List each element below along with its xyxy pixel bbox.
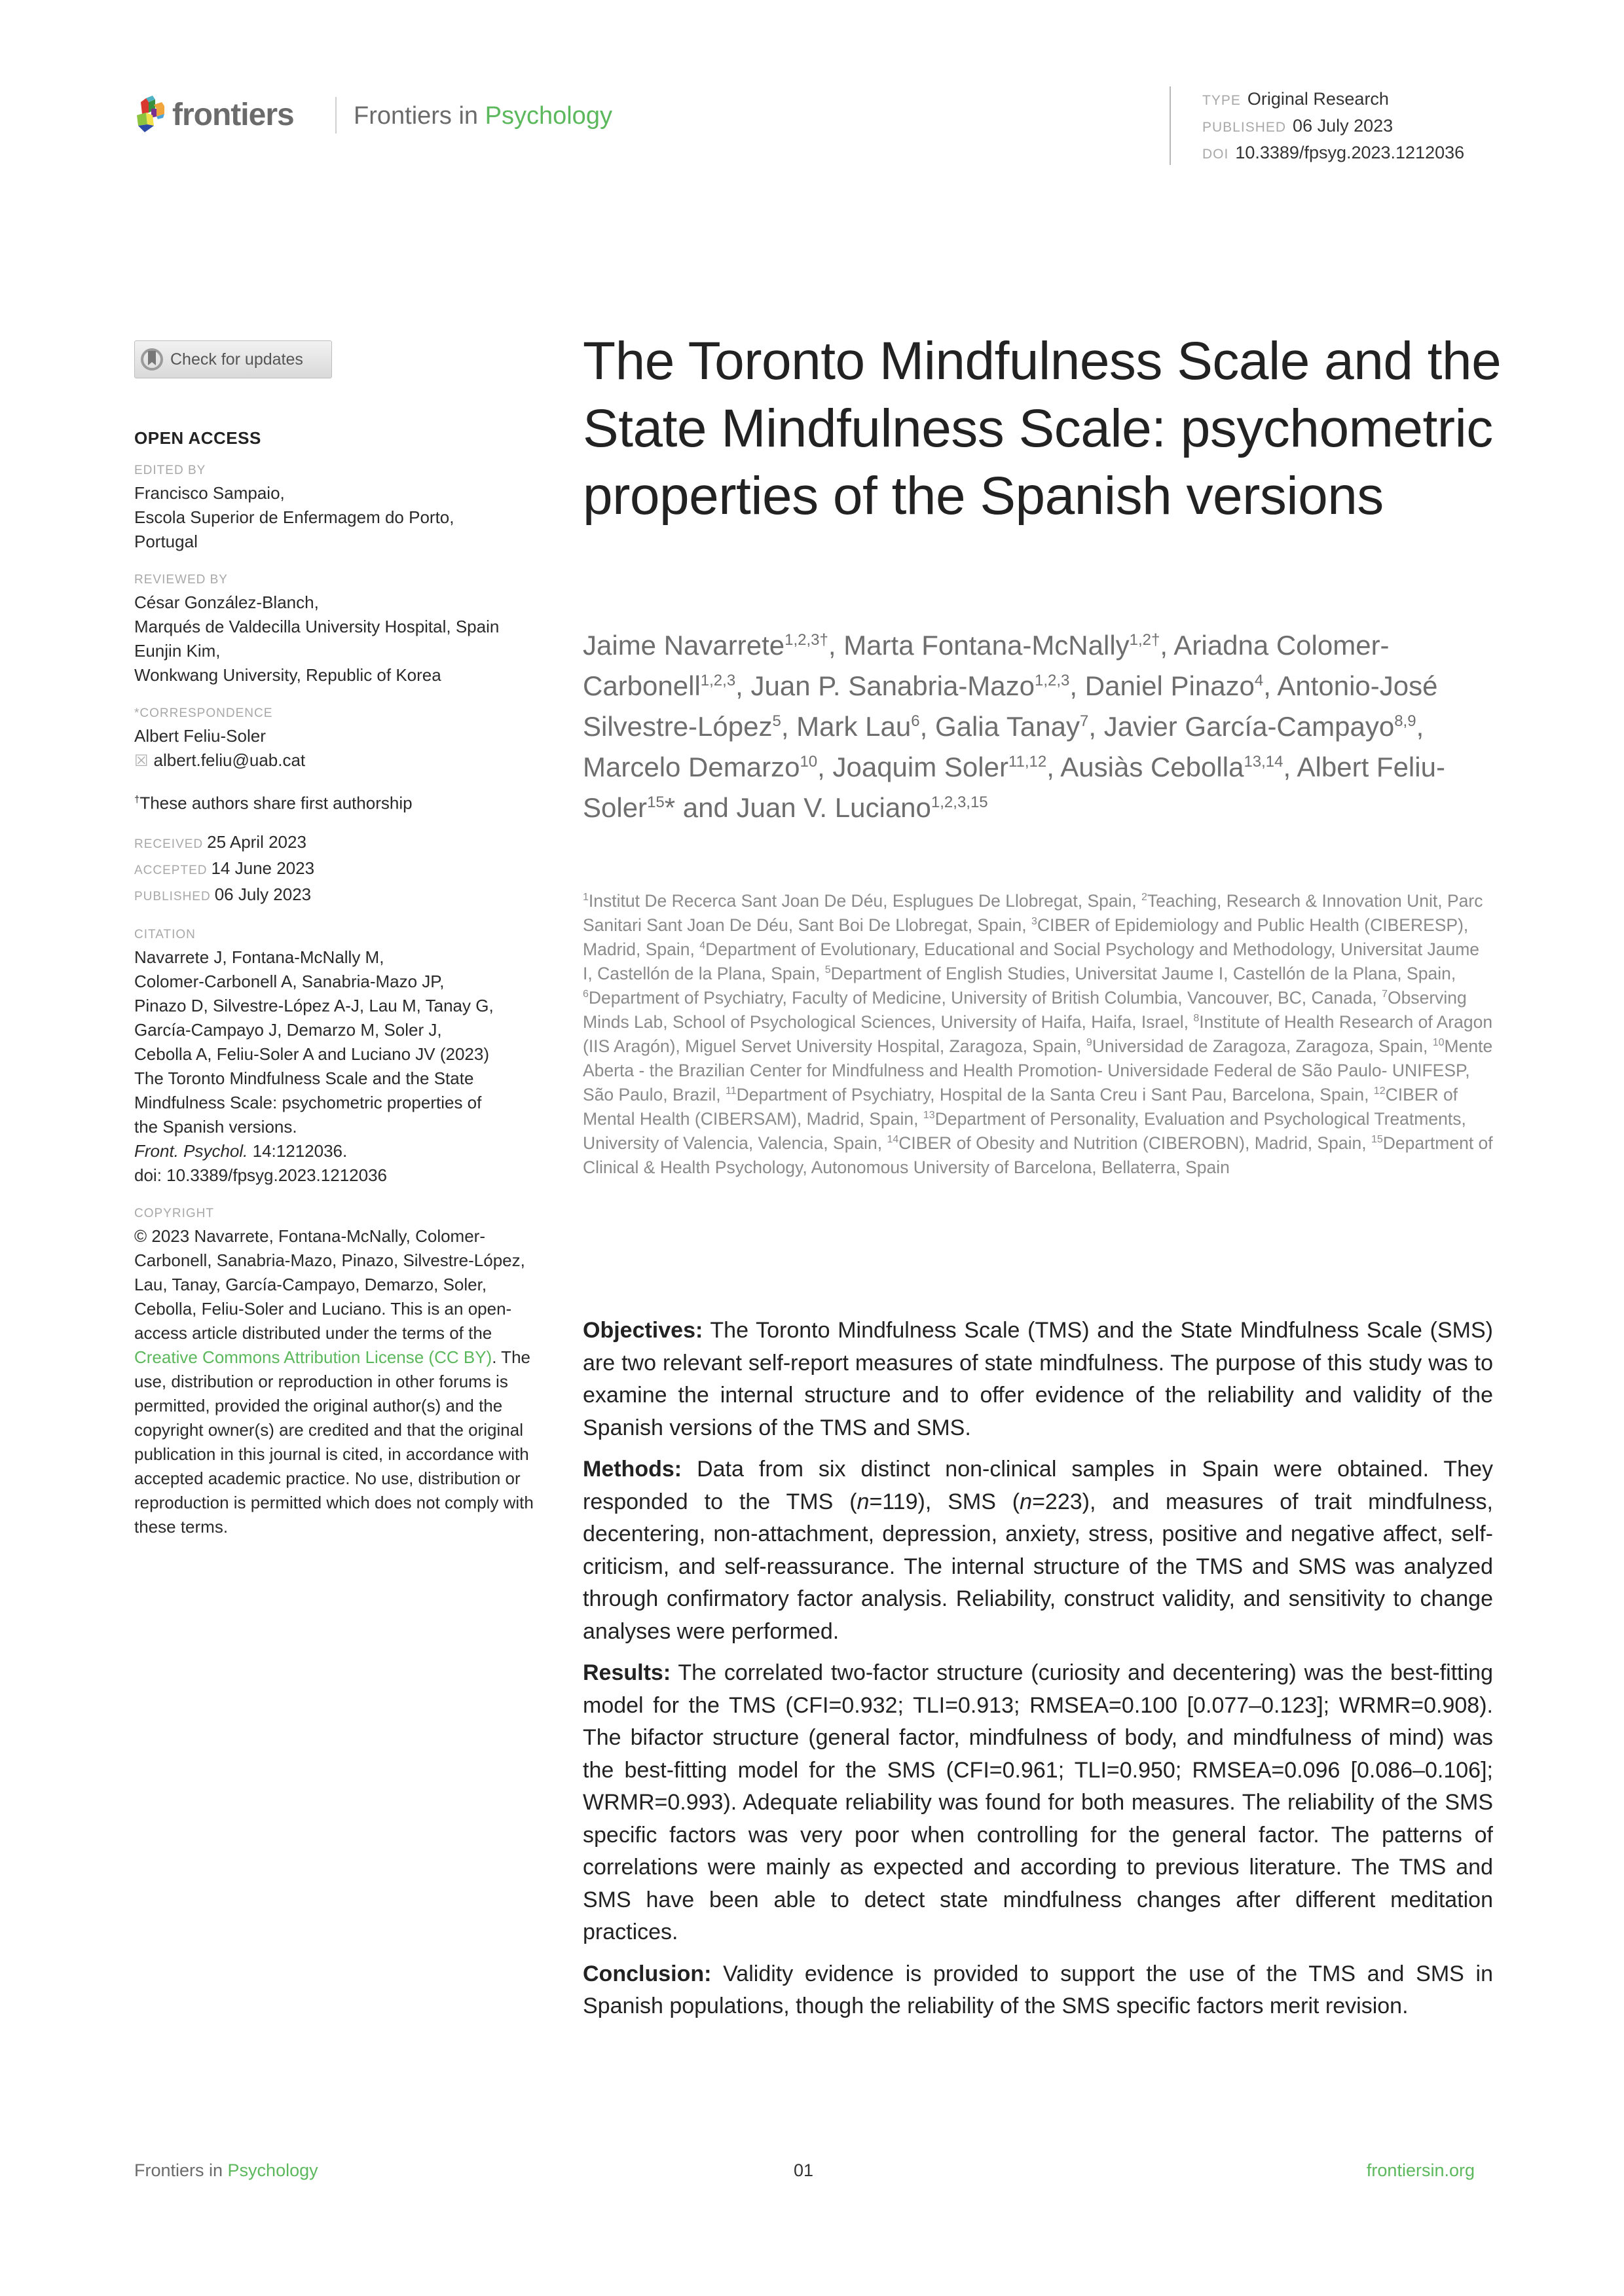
- author-affiliation-marks: 1,2,3: [1035, 672, 1070, 689]
- affiliation-number: 8: [1193, 1013, 1200, 1025]
- frontiers-logo[interactable]: [134, 96, 294, 134]
- author-affiliation-marks: 8,9: [1394, 712, 1416, 730]
- author-affiliation-marks: 5: [772, 712, 781, 730]
- affiliation-number: 15: [1371, 1134, 1383, 1146]
- abstract-results: [583, 1657, 1493, 1949]
- frontiers-cube-logo-icon: [134, 96, 166, 134]
- citation-line: Navarrete J, Fontana-McNally M,: [134, 947, 384, 967]
- correspondence-email-row[interactable]: [134, 748, 553, 773]
- frontiers-wordmark: frontiers: [172, 97, 294, 132]
- results-text: The correlated two-factor structure (curiosity and decentering) was the best-fitting model for the TMS (CFI=0.932; TLI=0.913; RMSEA=0.100 [0.077–0.123]; WRMR=0.908). The bifactor structure (general factor, mindfulness of body, and mindfulness of mind) was the best-fitting model for the SMS (CFI=0.961; TLI=0.950; RMSEA=0.096 [0.086–0.106]; WRMR=0.993). Adequate reliability was found for both measures. The reliability of the SMS specific factors was very poor when controlling for the general factor. The patterns of correlations were mainly as expected and according to previous literature. The TMS and SMS have been able to detect state mindfulness changes after different meditation practices.: [583, 1660, 1493, 1944]
- author-separator: ,: [817, 752, 833, 782]
- author-name[interactable]: Jaime Navarrete: [583, 630, 785, 661]
- methods-text: =119), SMS (: [869, 1489, 1020, 1514]
- affiliation-list: [583, 889, 1493, 1180]
- abstract-methods: [583, 1453, 1493, 1648]
- author-separator: ,: [1160, 630, 1174, 661]
- editor-affiliation: Escola Superior de Enfermagem do Porto,: [134, 507, 454, 527]
- footer-journal-accent: Psychology: [227, 2160, 318, 2180]
- results-label: Results:: [583, 1660, 671, 1685]
- author-name[interactable]: Ausiàs Cebolla: [1060, 752, 1244, 782]
- affiliation-number: 4: [699, 940, 706, 952]
- envelope-icon: ☒: [134, 752, 149, 770]
- author-affiliation-marks: 13,14: [1244, 753, 1283, 771]
- accepted-value: 14 June 2023: [211, 858, 315, 878]
- author-separator: ,: [1263, 670, 1278, 701]
- author-affiliation-marks: 10: [800, 753, 818, 771]
- article-title: The Toronto Mindfulness Scale and the State Mindfulness Scale: psychometric properties of the Spanish versions: [583, 331, 1502, 526]
- author-separator: ,: [1283, 752, 1297, 782]
- author-name[interactable]: Joaquim Soler: [832, 752, 1008, 782]
- received-label: RECEIVED: [134, 837, 204, 851]
- methods-text: Data from six distinct non-clinical samples in Spain were obtained. They responded to the TMS (: [583, 1457, 1493, 1514]
- published-label: PUBLISHED: [134, 889, 211, 903]
- reviewed-by-label: REVIEWED BY: [134, 573, 228, 587]
- copyright-text: [134, 1224, 553, 1539]
- edited-by-label: EDITED BY: [134, 464, 206, 477]
- received-date: [134, 830, 553, 856]
- author-affiliation-marks: 4: [1254, 672, 1264, 689]
- check-for-updates-label: Check for updates: [170, 350, 303, 369]
- accepted-label: ACCEPTED: [134, 863, 208, 877]
- correspondence-info: [134, 724, 553, 773]
- author-affiliation-marks: 1,2,3†: [784, 631, 828, 649]
- affiliation-text: CIBER of Epidemiology and Public Health (CIBERESP), Madrid, Spain,: [583, 915, 1469, 959]
- affiliation-number: 5: [824, 964, 831, 976]
- abstract: [583, 1315, 1493, 2032]
- affiliation-number: 3: [1031, 916, 1037, 928]
- author-affiliation-marks: 11,12: [1008, 753, 1047, 771]
- citation-line: Mindfulness Scale: psychometric properties of: [134, 1092, 482, 1112]
- footer-journal-name[interactable]: [134, 2160, 318, 2181]
- affiliation-number: 7: [1382, 989, 1388, 1000]
- affiliation-text: Universidad de Zaragoza, Zaragoza, Spain,: [1092, 1036, 1433, 1056]
- affiliation-text: Mente Aberta - the Brazilian Center for Mindfulness and Health Promotion- Universidade Federal de São Paulo- UNIFESP, São Paulo, Brazil,: [583, 1036, 1493, 1104]
- affiliation-text: CIBER of Mental Health (CIBERSAM), Madrid, Spain,: [583, 1085, 1458, 1129]
- author-separator: ,: [1046, 752, 1061, 782]
- journal-name[interactable]: [354, 102, 612, 130]
- copyright-after: . The use, distribution or reproduction in other forums is permitted, provided the original author(s) and the copyright owner(s) are credited and that the original publication in this journal is cited, in accordance with accepted academic practice. No use, distribution or reproduction is permitted which does not comply with these terms.: [134, 1347, 534, 1537]
- citation-line: García-Campayo J, Demarzo M, Soler J,: [134, 1019, 442, 1040]
- first-authorship-note: [134, 788, 553, 816]
- affiliation-text: Department of Personality, Evaluation and Psychological Treatments, University of Valencia, Valencia, Spain,: [583, 1109, 1466, 1153]
- conclusion-label: Conclusion:: [583, 1961, 712, 1986]
- author-affiliation-marks: 6: [911, 712, 920, 730]
- citation-line: Cebolla A, Feliu-Soler A and Luciano JV (2023): [134, 1044, 490, 1064]
- affiliation-text: Teaching, Research & Innovation Unit, Parc Sanitari Sant Joan De Déu, Sant Boi De Llobregat, Spain,: [583, 891, 1483, 935]
- published-value: 06 July 2023: [214, 884, 312, 904]
- author-affiliation-marks: 1,2†: [1129, 631, 1160, 649]
- methods-label: Methods:: [583, 1457, 682, 1482]
- affiliation-number: 11: [726, 1085, 737, 1097]
- author-name[interactable]: Marta Fontana-McNally: [843, 630, 1130, 661]
- sidebar: [134, 340, 553, 1539]
- affiliation-text: Department of English Studies, Universitat Jaume I, Castellón de la Plana, Spain,: [830, 964, 1456, 983]
- copyright-before: © 2023 Navarrete, Fontana-McNally, Colomer-Carbonell, Sanabria-Mazo, Pinazo, Silvestre-López, Lau, Tanay, García-Campayo, Demarzo, Soler, Cebolla, Feliu-Soler and Luciano. This is an open-access article distributed under the terms of the: [134, 1226, 525, 1343]
- author-separator: * and: [664, 792, 737, 823]
- affiliation-text: Department of Psychiatry, Faculty of Medicine, University of British Columbia, Vancouver, BC, Canada,: [588, 988, 1382, 1008]
- page-number: 01: [794, 2160, 814, 2180]
- accepted-date: [134, 856, 553, 883]
- author-name[interactable]: Javier García-Campayo: [1103, 711, 1395, 742]
- citation-label: CITATION: [134, 927, 196, 941]
- affiliation-text: Institut De Recerca Sant Joan De Déu, Esplugues De Llobregat, Spain,: [588, 891, 1141, 911]
- meta-doi-label: DOI: [1202, 147, 1229, 162]
- editor-country: Portugal: [134, 532, 198, 551]
- author-name[interactable]: Mark Lau: [796, 711, 912, 742]
- author-affiliation-marks: 1,2,3,15: [931, 793, 988, 811]
- affiliation-number: 12: [1373, 1085, 1386, 1097]
- citation-line: Colomer-Carbonell A, Sanabria-Mazo JP,: [134, 971, 445, 991]
- author-separator: ,: [735, 670, 751, 701]
- reviewer-1-affiliation: Marqués de Valdecilla University Hospital, Spain: [134, 617, 500, 636]
- meta-published-label: PUBLISHED: [1202, 120, 1287, 135]
- dates-block: [134, 830, 553, 909]
- citation-journal-line: [134, 1139, 553, 1163]
- author-name[interactable]: Antonio-José Silvestre-López: [583, 670, 1438, 742]
- author-name[interactable]: Daniel Pinazo: [1084, 670, 1255, 701]
- affiliation-number: 9: [1086, 1037, 1092, 1049]
- journal-name-prefix: Frontiers in: [354, 102, 485, 130]
- reviewer-1-name: César González-Blanch,: [134, 592, 319, 612]
- objectives-label: Objectives:: [583, 1318, 703, 1343]
- correspondence-email[interactable]: albert.feliu@uab.cat: [153, 750, 306, 770]
- received-value: 25 April 2023: [207, 831, 306, 852]
- open-access-heading: OPEN ACCESS: [134, 428, 261, 448]
- affiliation-text: Department of Evolutionary, Educational and Social Psychology and Methodology, Universitat Jaume I, Castellón de la Plana, Spain,: [583, 939, 1480, 983]
- footer-site-link[interactable]: frontiersin.org: [1366, 2160, 1475, 2180]
- affiliation-number: 10: [1432, 1037, 1445, 1049]
- reviewer-2-affiliation: Wonkwang University, Republic of Korea: [134, 665, 441, 685]
- methods-text: =223), and measures of trait mindfulness, decentering, non-attachment, depression, anxiety, stress, positive and negative affect, self-criticism, and self-reassurance. The internal structure of the TMS and SMS was analyzed through confirmatory factor analysis. Reliability, construct validity, and sensitivity to change analyses were performed.: [583, 1489, 1493, 1644]
- author-affiliation-marks: 7: [1080, 712, 1089, 730]
- reviewer-info: [134, 591, 553, 687]
- author-affiliation-marks: 1,2,3: [700, 672, 736, 689]
- meta-type: [1202, 86, 1464, 113]
- author-separator: ,: [1069, 670, 1085, 701]
- abstract-conclusion: [583, 1958, 1493, 2023]
- citation-volume: 14:1212036.: [248, 1140, 348, 1161]
- dagger-mark: †: [134, 794, 140, 805]
- citation-line: The Toronto Mindfulness Scale and the State: [134, 1068, 474, 1088]
- author-separator: ,: [1088, 711, 1104, 742]
- meta-doi-value[interactable]: 10.3389/fpsyg.2023.1212036: [1235, 143, 1465, 162]
- author-name[interactable]: Galia Tanay: [934, 711, 1080, 742]
- author-separator: ,: [781, 711, 797, 742]
- abstract-objectives: [583, 1315, 1493, 1444]
- methods-n-symbol: n: [857, 1489, 870, 1514]
- citation-text: [134, 945, 553, 1188]
- affiliation-text: Institute of Health Research of Aragon (IIS Aragón), Miguel Servet University Hospital, Zaragoza, Spain,: [583, 1012, 1493, 1056]
- affiliation-text: Observing Minds Lab, School of Psychological Sciences, University of Haifa, Haifa, Israel,: [583, 988, 1467, 1032]
- editor-info: [134, 481, 553, 554]
- author-name[interactable]: Ariadna Colomer-Carbonell: [583, 630, 1390, 701]
- footer-journal-prefix: Frontiers in: [134, 2160, 228, 2180]
- cc-by-license-link[interactable]: Creative Commons Attribution License (CC BY): [134, 1347, 492, 1367]
- affiliation-number: 14: [887, 1134, 899, 1146]
- citation-journal: Front. Psychol.: [134, 1140, 248, 1161]
- author-separator: ,: [919, 711, 935, 742]
- affiliation-number: 1: [583, 892, 589, 903]
- author-name[interactable]: Albert Feliu-Soler: [583, 752, 1445, 823]
- correspondence-name: Albert Feliu-Soler: [134, 726, 266, 746]
- author-separator: ,: [828, 630, 844, 661]
- correspondence-label: *CORRESPONDENCE: [134, 706, 273, 720]
- crossmark-bookmark-icon: [140, 346, 164, 373]
- meta-published: [1202, 113, 1464, 140]
- citation-line: Pinazo D, Silvestre-López A-J, Lau M, Tanay G,: [134, 995, 494, 1015]
- author-name[interactable]: Marcelo Demarzo: [583, 752, 800, 782]
- editor-name: Francisco Sampaio,: [134, 483, 285, 503]
- meta-doi: [1202, 140, 1464, 167]
- published-date: [134, 883, 553, 909]
- meta-type-label: TYPE: [1202, 93, 1241, 108]
- author-separator: ,: [1416, 711, 1424, 742]
- header-divider: [335, 97, 337, 134]
- first-authorship-text: These authors share first authorship: [139, 793, 413, 813]
- author-list: [583, 625, 1513, 828]
- affiliation-number: 2: [1141, 892, 1147, 903]
- author-name[interactable]: Juan V. Luciano: [736, 792, 931, 823]
- objectives-text: The Toronto Mindfulness Scale (TMS) and the State Mindfulness Scale (SMS) are two relevant self-report measures of state mindfulness. The purpose of this study was to examine the internal structure and to offer evidence of the reliability and validity of the Spanish versions of the TMS and SMS.: [583, 1318, 1493, 1440]
- citation-doi[interactable]: doi: 10.3389/fpsyg.2023.1212036: [134, 1165, 388, 1185]
- author-name[interactable]: Juan P. Sanabria-Mazo: [750, 670, 1035, 701]
- meta-type-value: Original Research: [1247, 89, 1389, 109]
- citation-line: the Spanish versions.: [134, 1116, 297, 1137]
- copyright-label: COPYRIGHT: [134, 1206, 214, 1220]
- meta-published-value: 06 July 2023: [1293, 116, 1393, 136]
- author-affiliation-marks: 15: [647, 793, 665, 811]
- conclusion-text: Validity evidence is provided to support the use of the TMS and SMS in Spanish populations, though the reliability of the SMS specific factors merit revision.: [583, 1961, 1493, 2018]
- check-for-updates-button[interactable]: [134, 340, 332, 378]
- reviewer-2-name: Eunjin Kim,: [134, 641, 221, 661]
- affiliation-text: Department of Clinical & Health Psychology, Autonomous University of Barcelona, Bellaterra, Spain: [583, 1133, 1493, 1177]
- methods-n-symbol: n: [1020, 1489, 1033, 1514]
- journal-name-accent: Psychology: [485, 102, 612, 130]
- affiliation-text: CIBER of Obesity and Nutrition (CIBEROBN), Madrid, Spain,: [898, 1133, 1371, 1153]
- affiliation-number: 13: [923, 1110, 935, 1121]
- article-meta: [1170, 86, 1464, 165]
- affiliation-text: Department of Psychiatry, Hospital de la Santa Creu i Sant Pau, Barcelona, Spain,: [736, 1085, 1374, 1104]
- affiliation-number: 6: [583, 989, 589, 1000]
